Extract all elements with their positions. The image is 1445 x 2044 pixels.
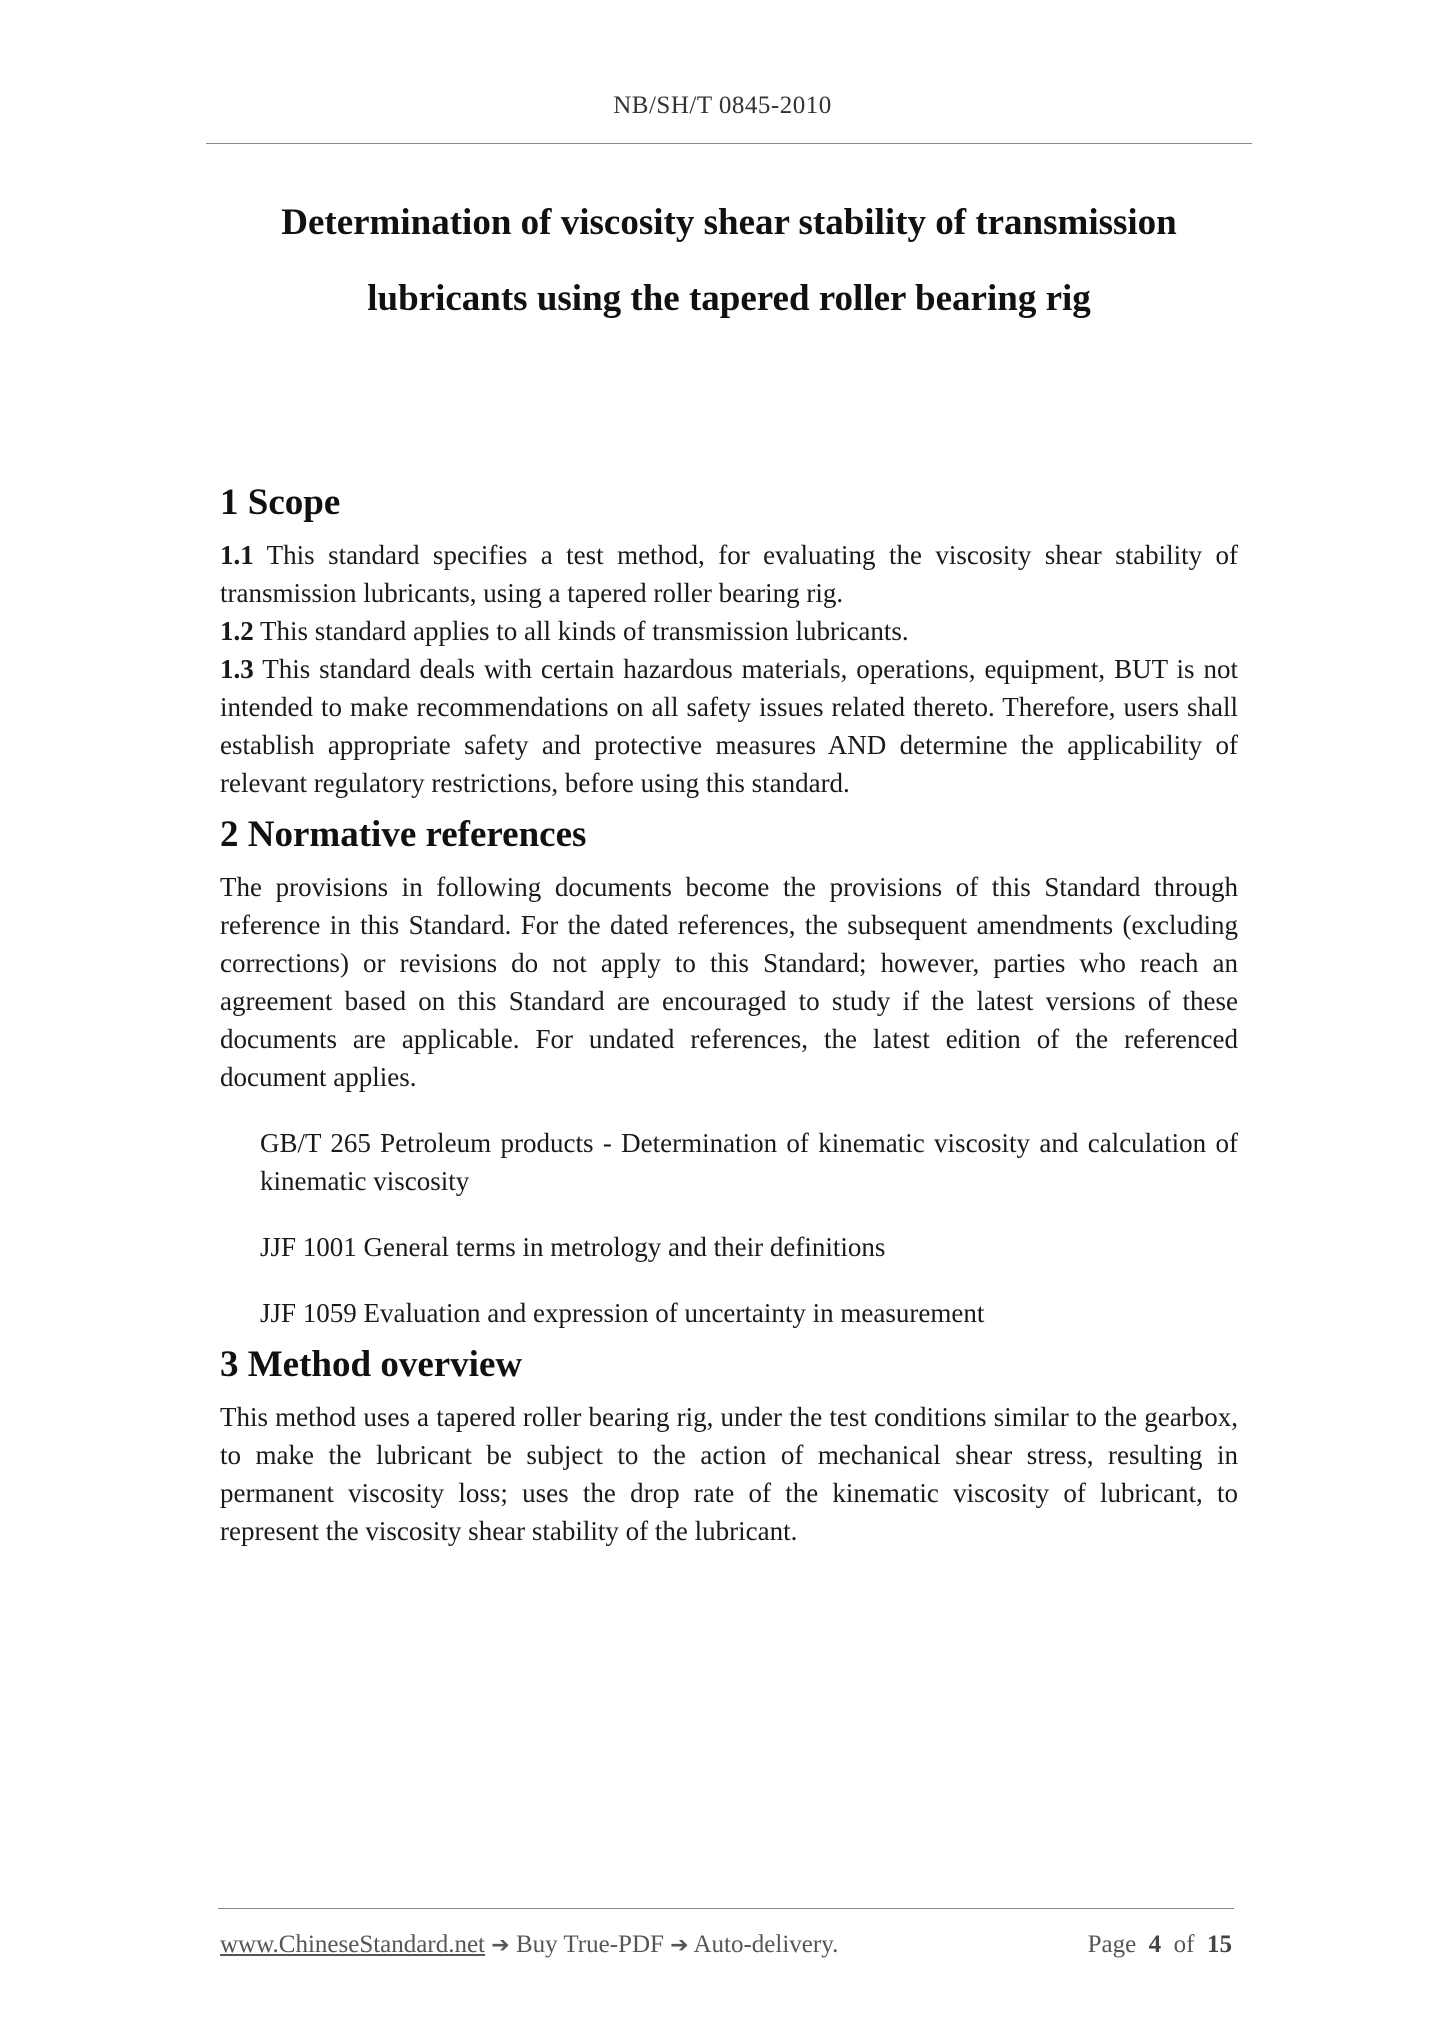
section-heading-normative-references: 2 Normative references — [220, 814, 587, 855]
reference-item: JJF 1059 Evaluation and expression of uncertainty in measurement — [260, 1298, 985, 1328]
arrow-right-icon: ➔ — [670, 1933, 689, 1958]
clause-number: 1.1 — [220, 540, 254, 570]
buy-true-pdf-text: Buy True-PDF — [515, 1931, 664, 1958]
reference-item: GB/T 265 Petroleum products - Determination of kinematic viscosity and calculation of kinematic viscosity — [260, 1128, 1238, 1196]
method-overview-paragraph: This method uses a tapered roller bearing rig, under the test conditions similar to the gearbox, to make the lubricant be subject to the action of mechanical shear stress, resulting in permanent viscosity loss; uses the drop rate of the kinematic viscosity of lubricant, to represent the viscosity shear stability of the lubricant. — [220, 1402, 1238, 1546]
title-line-2: lubricants using the tapered roller bearing rig — [367, 278, 1091, 319]
auto-delivery-text: Auto-delivery. — [693, 1931, 839, 1958]
page-of-label: of — [1173, 1931, 1195, 1958]
title-line-1: Determination of viscosity shear stability of transmission — [281, 202, 1177, 243]
header-divider — [206, 143, 1252, 144]
clause-number: 1.3 — [220, 654, 254, 684]
standard-code-header: NB/SH/T 0845-2010 — [613, 92, 832, 119]
clause-number: 1.2 — [220, 616, 254, 646]
main-content — [220, 470, 1238, 1550]
clause-text: This standard deals with certain hazardous materials, operations, equipment, BUT is not intended to make recommendations on all safety issues related thereto. Therefore, users shall establish appropriate safety and protective measures AND determine the applicability of relevant regulatory restrictions, before using this standard. — [220, 654, 1238, 798]
footer-promo — [220, 1928, 838, 1963]
page-number — [1088, 1928, 1232, 1962]
section-heading-scope: 1 Scope — [220, 482, 341, 523]
page-current: 4 — [1148, 1931, 1162, 1958]
clause-text: This standard specifies a test method, for evaluating the viscosity shear stability of transmission lubricants, using a tapered roller bearing rig. — [220, 540, 1238, 608]
footer-divider — [218, 1908, 1234, 1909]
clause-1-2 — [220, 612, 1238, 650]
arrow-right-icon: ➔ — [491, 1933, 510, 1958]
clause-1-3 — [220, 650, 1238, 802]
clause-1-1 — [220, 536, 1238, 612]
page-label: Page — [1087, 1931, 1137, 1958]
document-title — [206, 185, 1252, 337]
normative-intro-paragraph: The provisions in following documents become the provisions of this Standard through reference in this Standard. For the dated references, the subsequent amendments (excluding corrections) or revisions do not apply to this Standard; however, parties who reach an agreement based on this Standard are encouraged to study if the latest versions of these documents are applicable. For undated references, the latest edition of the referenced document applies. — [220, 872, 1238, 1092]
website-link[interactable]: www.ChineseStandard.net — [220, 1931, 485, 1958]
clause-text: This standard applies to all kinds of transmission lubricants. — [253, 616, 909, 646]
reference-item: JJF 1001 General terms in metrology and their definitions — [260, 1232, 886, 1262]
page-total: 15 — [1207, 1931, 1232, 1958]
section-heading-method-overview: 3 Method overview — [220, 1344, 523, 1385]
